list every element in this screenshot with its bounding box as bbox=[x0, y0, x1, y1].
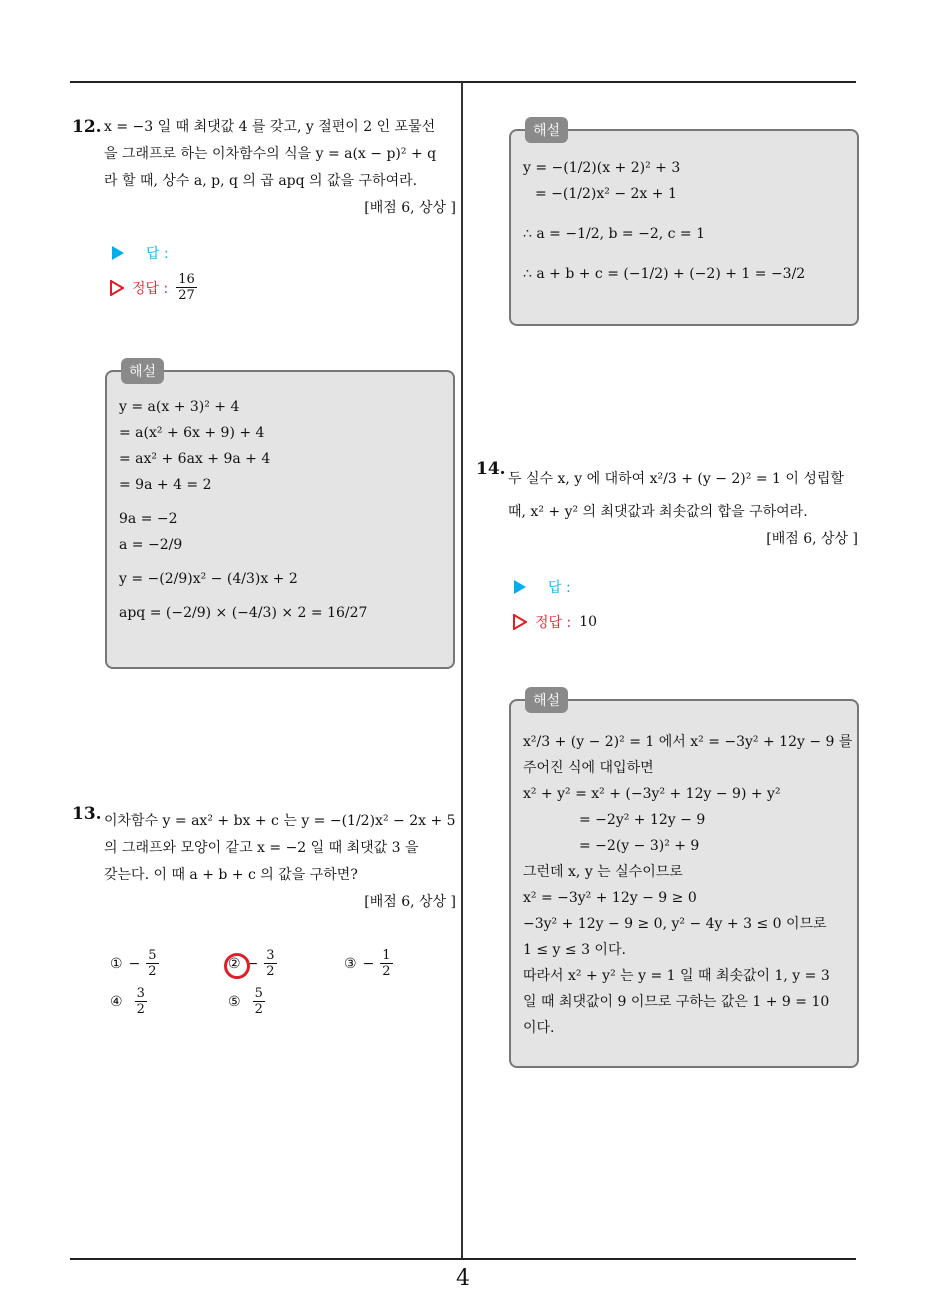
q12-correct-label: 정답 : bbox=[132, 280, 169, 297]
option-den: 2 bbox=[382, 964, 391, 979]
option-mark: ③ bbox=[344, 955, 357, 972]
top-rule bbox=[70, 81, 856, 83]
q13-sol-1: y = −(1/2)(x + 2)² + 3 bbox=[523, 160, 681, 176]
q12-correct-fraction bbox=[176, 272, 197, 303]
q12-solution-box bbox=[105, 364, 455, 669]
q12-sol-8: apq = (−2/9) × (−4/3) × 2 = 16/27 bbox=[119, 605, 368, 621]
option-den: 2 bbox=[136, 1002, 145, 1017]
q14-sol-11: 일 때 최댓값이 9 이므로 구하는 값은 1 + 9 = 10 bbox=[523, 994, 830, 1010]
option-fraction bbox=[135, 986, 147, 1017]
q13-score: [배점 6, 상상 ] bbox=[364, 894, 456, 910]
q12-sol-3: = ax² + 6ax + 9a + 4 bbox=[119, 451, 271, 467]
q14-answer-row bbox=[514, 577, 571, 597]
option-mark: ② bbox=[228, 955, 241, 972]
q13-line-2: 의 그래프와 모양이 같고 x = −2 일 때 최댓값 3 을 bbox=[104, 840, 419, 856]
option-fraction bbox=[380, 948, 392, 979]
q14-sol-7: x² = −3y² + 12y − 9 ≥ 0 bbox=[523, 890, 697, 906]
column-divider bbox=[461, 82, 463, 1260]
q12-line-1: x = −3 일 때 최댓값 4 를 갖고, y 절편이 2 인 포물선 bbox=[104, 119, 436, 135]
q14-line-1: 두 실수 x, y 에 대하여 x²/3 + (y − 2)² = 1 이 성립할 bbox=[508, 471, 844, 487]
q12-sol-5: 9a = −2 bbox=[119, 511, 178, 527]
page-number: 4 bbox=[456, 1266, 470, 1291]
q14-answer-label: 답 : bbox=[548, 580, 571, 596]
option-sign: − bbox=[246, 955, 259, 972]
q14-correct-row bbox=[513, 612, 597, 632]
q14-sol-4: = −2y² + 12y − 9 bbox=[579, 812, 706, 828]
q12-sol-7: y = −(2/9)x² − (4/3)x + 2 bbox=[119, 571, 298, 587]
option-den: 2 bbox=[266, 964, 275, 979]
option-mark: ⑤ bbox=[228, 993, 241, 1010]
q12-answer-label: 답 : bbox=[146, 246, 169, 262]
q12-answer-row bbox=[112, 243, 169, 263]
q13-option-2[interactable] bbox=[228, 948, 277, 979]
option-den: 2 bbox=[254, 1002, 263, 1017]
option-num: 1 bbox=[382, 948, 391, 963]
q13-sol-2: = −(1/2)x² − 2x + 1 bbox=[535, 186, 677, 202]
q13-solution-box bbox=[509, 123, 859, 326]
q13-solution-text bbox=[523, 155, 805, 287]
q12-score: [배점 6, 상상 ] bbox=[364, 200, 456, 216]
answer-triangle-icon bbox=[514, 580, 526, 594]
option-num: 5 bbox=[254, 986, 263, 1001]
correct-triangle-icon bbox=[513, 614, 527, 630]
q14-sol-10: 따라서 x² + y² 는 y = 1 일 때 최솟값이 1, y = 3 bbox=[523, 968, 830, 984]
option-mark: ① bbox=[110, 955, 123, 972]
q13-option-4[interactable] bbox=[110, 986, 147, 1017]
q13-sol-4: ∴ a + b + c = (−1/2) + (−2) + 1 = −3/2 bbox=[523, 266, 806, 282]
q12-sol-6: a = −2/9 bbox=[119, 537, 183, 553]
q14-sol-5: = −2(y − 3)² + 9 bbox=[579, 838, 700, 854]
q12-sol-1: y = a(x + 3)² + 4 bbox=[119, 399, 240, 415]
q12-correct-num: 16 bbox=[178, 272, 195, 287]
q14-sol-2: 주어진 식에 대입하면 bbox=[523, 760, 654, 776]
bottom-rule bbox=[70, 1258, 856, 1260]
q14-sol-9: 1 ≤ y ≤ 3 이다. bbox=[523, 942, 626, 958]
q14-solution-box bbox=[509, 693, 859, 1068]
question-12-number: 12. bbox=[72, 117, 102, 137]
q14-correct-value: 10 bbox=[579, 614, 598, 630]
option-mark-wrap bbox=[228, 956, 241, 972]
selected-answer-circle-icon bbox=[224, 953, 250, 979]
option-sign: − bbox=[362, 955, 375, 972]
option-num: 3 bbox=[266, 948, 275, 963]
q13-option-1[interactable] bbox=[110, 948, 159, 979]
question-13-number: 13. bbox=[72, 804, 102, 824]
option-num: 5 bbox=[148, 948, 157, 963]
q14-line-2: 때, x² + y² 의 최댓값과 최솟값의 합을 구하여라. bbox=[508, 504, 808, 520]
q14-sol-12: 이다. bbox=[523, 1020, 555, 1036]
q12-solution-text bbox=[119, 394, 367, 626]
option-fraction bbox=[264, 948, 276, 979]
q14-score: [배점 6, 상상 ] bbox=[766, 531, 858, 547]
option-fraction bbox=[146, 948, 158, 979]
correct-triangle-icon bbox=[110, 280, 124, 296]
option-num: 3 bbox=[136, 986, 145, 1001]
option-den: 2 bbox=[148, 964, 157, 979]
q13-option-3[interactable] bbox=[344, 948, 393, 979]
q13-solution-tag: 해설 bbox=[525, 117, 568, 143]
q13-option-5[interactable] bbox=[228, 986, 265, 1017]
question-12-text bbox=[104, 114, 456, 222]
q13-line-3: 갖는다. 이 때 a + b + c 의 값을 구하면? bbox=[104, 867, 358, 883]
option-mark: ④ bbox=[110, 993, 123, 1010]
q14-sol-3: x² + y² = x² + (−3y² + 12y − 9) + y² bbox=[523, 786, 781, 802]
q12-sol-4: = 9a + 4 = 2 bbox=[119, 477, 212, 493]
q14-sol-1: x²/3 + (y − 2)² = 1 에서 x² = −3y² + 12y − 9 를 bbox=[523, 734, 853, 750]
q12-line-3: 라 할 때, 상수 a, p, q 의 곱 apq 의 값을 구하여라. bbox=[104, 173, 418, 189]
q14-sol-8: −3y² + 12y − 9 ≥ 0, y² − 4y + 3 ≤ 0 이므로 bbox=[523, 916, 827, 932]
q14-solution-text bbox=[523, 729, 852, 1041]
option-sign: − bbox=[128, 955, 141, 972]
q13-sol-3: ∴ a = −1/2, b = −2, c = 1 bbox=[523, 226, 706, 242]
q12-solution-tag: 해설 bbox=[121, 358, 164, 384]
q12-sol-2: = a(x² + 6x + 9) + 4 bbox=[119, 425, 265, 441]
question-14-number: 14. bbox=[476, 459, 506, 479]
q14-correct-label: 정답 : bbox=[535, 615, 572, 631]
q14-sol-6: 그런데 x, y 는 실수이므로 bbox=[523, 864, 683, 880]
question-14-text bbox=[508, 466, 858, 553]
q12-correct-den: 27 bbox=[178, 288, 195, 303]
q13-line-1: 이차함수 y = ax² + bx + c 는 y = −(1/2)x² − 2x + 5 bbox=[104, 813, 456, 829]
q14-solution-tag: 해설 bbox=[525, 687, 568, 713]
q12-line-2: 을 그래프로 하는 이차함수의 식을 y = a(x − p)² + q bbox=[104, 146, 437, 162]
question-13-text bbox=[104, 808, 456, 916]
answer-triangle-icon bbox=[112, 246, 124, 260]
q12-correct-row bbox=[110, 272, 197, 303]
option-fraction bbox=[253, 986, 265, 1017]
